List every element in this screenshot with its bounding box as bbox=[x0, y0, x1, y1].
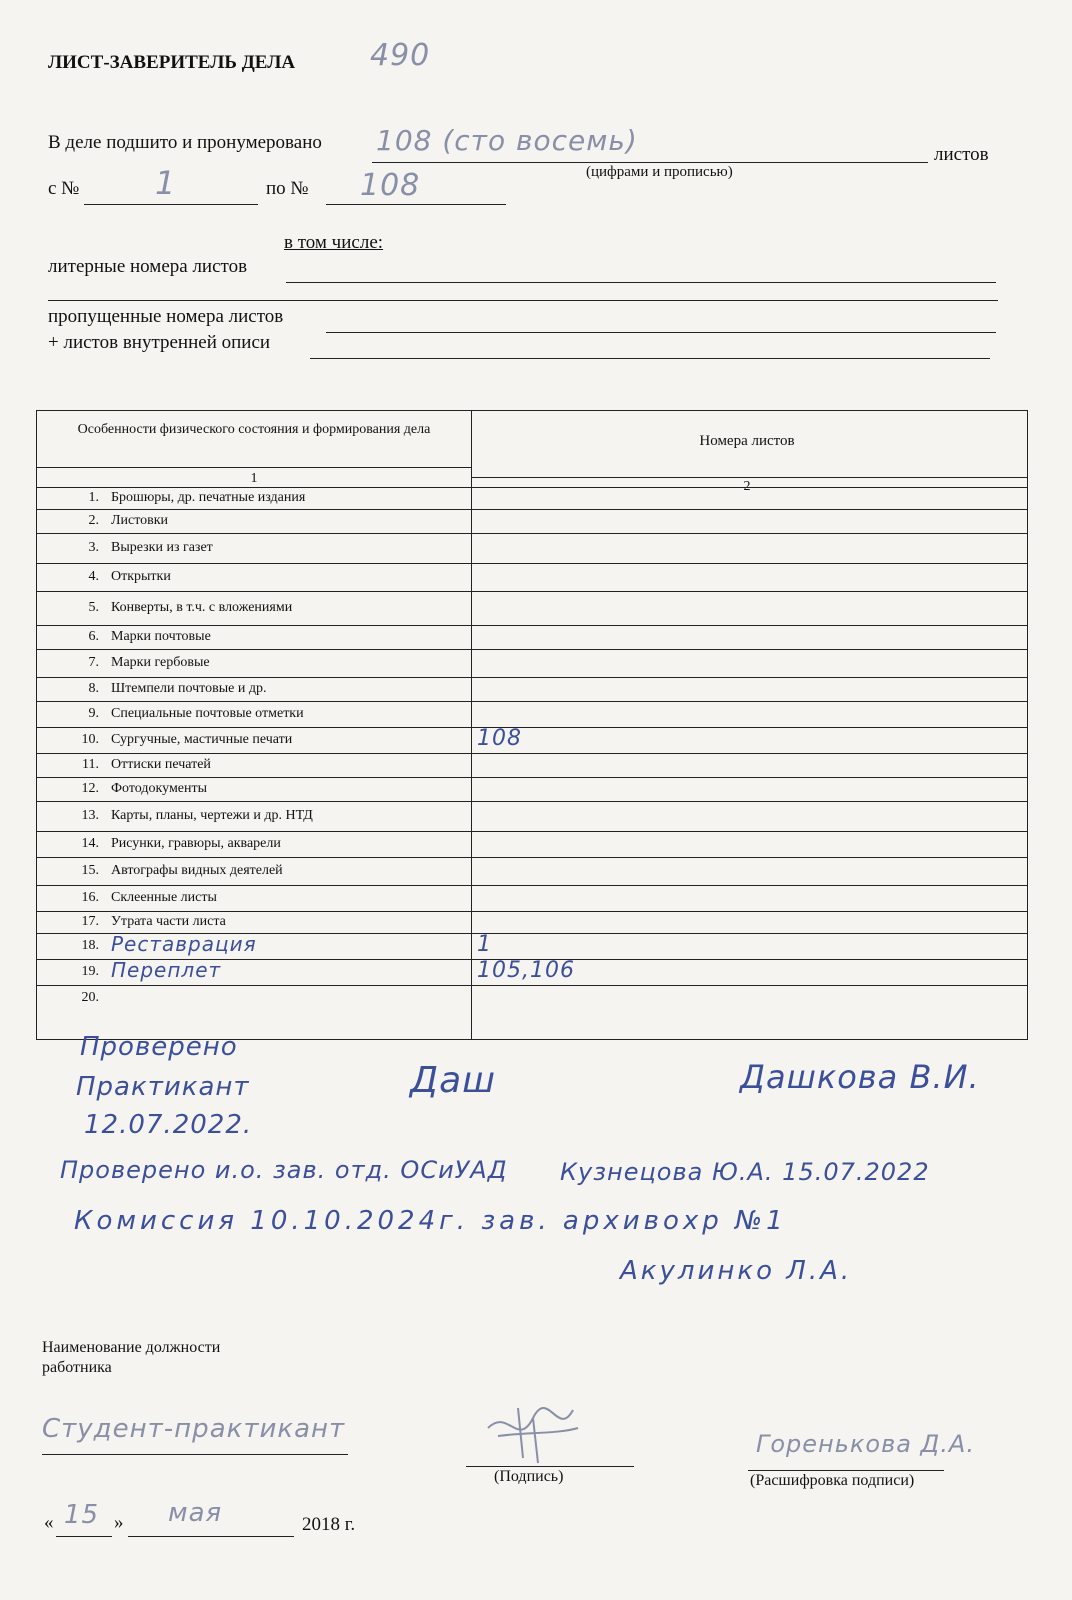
table-row-label: Автографы видных деятелей bbox=[111, 863, 283, 878]
table-row-divider bbox=[37, 701, 1027, 702]
table-row-label: Конверты, в т.ч. с вложениями bbox=[111, 600, 293, 615]
checked-2-text: Проверено и.о. зав. отд. ОСиУАД bbox=[60, 1156, 508, 1184]
table-row-divider bbox=[37, 985, 1027, 986]
position-label: Наименование должности работника bbox=[42, 1339, 221, 1376]
missing-numbers-label: пропущенные номера листов bbox=[48, 306, 284, 327]
table-row-divider bbox=[37, 591, 1027, 592]
table-row-label: Специальные почтовые отметки bbox=[111, 706, 304, 721]
total-written: 108 (сто восемь) bbox=[376, 124, 638, 157]
table-row-number: 14. bbox=[81, 836, 99, 851]
table-row-label: Рисунки, гравюры, акварели bbox=[111, 836, 281, 851]
inner-inventory-label: + листов внутренней описи bbox=[48, 332, 271, 353]
col1-index: 1 bbox=[250, 471, 258, 486]
table-row-number: 1. bbox=[88, 490, 99, 505]
table-row-number: 15. bbox=[81, 863, 99, 878]
table-row-divider bbox=[37, 753, 1027, 754]
table-row-label: Штемпели почтовые и др. bbox=[111, 681, 267, 696]
position-value: Студент-практикант bbox=[42, 1414, 346, 1444]
signature-line bbox=[466, 1466, 634, 1467]
table-row-label: Открытки bbox=[111, 569, 171, 584]
checked-2-name: Кузнецова Ю.А. 15.07.2022 bbox=[560, 1158, 930, 1186]
table-row-number: 2. bbox=[88, 513, 99, 528]
including-label: в том числе: bbox=[284, 232, 384, 253]
decode-label: (Расшифровка подписи) bbox=[750, 1472, 915, 1489]
inner-inventory-line bbox=[310, 358, 990, 359]
table-row-label: Марки гербовые bbox=[111, 655, 210, 670]
table-row-number: 12. bbox=[81, 781, 99, 796]
sheets-word: листов bbox=[934, 144, 989, 165]
col1-header: Особенности физического состояния и формирования дела bbox=[77, 422, 431, 437]
commission-text: Комиссия 10.10.2024г. зав. архивохр №1 bbox=[74, 1206, 787, 1236]
table-row-divider bbox=[37, 677, 1027, 678]
table-row-label: Листовки bbox=[111, 513, 169, 528]
month-line bbox=[128, 1536, 294, 1537]
table-row-label: Склеенные листы bbox=[111, 890, 217, 905]
table-row-label: Оттиски печатей bbox=[111, 757, 211, 772]
case-number: 490 bbox=[370, 38, 431, 73]
decode-value: Горенькова Д.А. bbox=[756, 1430, 975, 1458]
date-quote-close: » bbox=[114, 1512, 124, 1533]
missing-numbers-line bbox=[326, 332, 996, 333]
table-row-number: 5. bbox=[88, 600, 99, 615]
table-row-label: Брошюры, др. печатные издания bbox=[111, 490, 306, 505]
table-row-number: 19. bbox=[81, 964, 99, 979]
table-row-number: 20. bbox=[81, 990, 99, 1005]
table-row-number: 16. bbox=[81, 890, 99, 905]
table-row-number: 7. bbox=[88, 655, 99, 670]
blank-line bbox=[48, 300, 998, 301]
table-row-value: 105,106 bbox=[477, 958, 575, 983]
date-quote-open: « bbox=[44, 1512, 54, 1533]
table-row-divider bbox=[37, 831, 1027, 832]
date-day: 15 bbox=[64, 1500, 100, 1530]
table-row-number: 9. bbox=[88, 706, 99, 721]
table-row-divider bbox=[37, 533, 1027, 534]
table-row-number: 3. bbox=[88, 540, 99, 555]
col2-index: 2 bbox=[743, 479, 751, 494]
to-value: 108 bbox=[360, 168, 421, 203]
table-row-number: 11. bbox=[82, 757, 99, 772]
table-row-label: Марки почтовые bbox=[111, 629, 211, 644]
decode-line bbox=[748, 1470, 944, 1471]
commission-name: Акулинко Л.А. bbox=[620, 1256, 853, 1286]
table-row-label: Сургучные, мастичные печати bbox=[111, 732, 293, 747]
table-row-label: Карты, планы, чертежи и др. НТД bbox=[111, 808, 313, 823]
table-row-number: 4. bbox=[88, 569, 99, 584]
table-row-divider bbox=[37, 777, 1027, 778]
page-title: ЛИСТ-ЗАВЕРИТЕЛЬ ДЕЛА bbox=[48, 52, 296, 73]
table-row-number: 10. bbox=[81, 732, 99, 747]
table-row-label: Утрата части листа bbox=[111, 914, 226, 929]
table-row-label: Фотодокументы bbox=[111, 781, 208, 796]
letter-numbers-label: литерные номера листов bbox=[48, 256, 248, 277]
table-row-divider bbox=[37, 727, 1027, 728]
day-line bbox=[56, 1536, 112, 1537]
total-underline bbox=[372, 162, 928, 163]
table-row-number: 17. bbox=[81, 914, 99, 929]
checked-1-date: 12.07.2022. bbox=[84, 1110, 253, 1140]
letter-numbers-line bbox=[286, 282, 996, 283]
table-row-divider bbox=[37, 857, 1027, 858]
signature-label: (Подпись) bbox=[494, 1468, 564, 1485]
sewn-numbered-label: В деле подшито и пронумеровано bbox=[48, 132, 322, 153]
table-row-number: 8. bbox=[88, 681, 99, 696]
table-row-number: 18. bbox=[81, 938, 99, 953]
table-row-value: 108 bbox=[477, 726, 522, 751]
date-year: 2018 г. bbox=[302, 1514, 356, 1535]
table-row-divider bbox=[37, 563, 1027, 564]
to-underline bbox=[326, 204, 506, 205]
table-row-divider bbox=[37, 801, 1027, 802]
from-label: с № bbox=[48, 178, 80, 199]
table-row-label: Реставрация bbox=[111, 932, 257, 956]
from-value: 1 bbox=[155, 164, 177, 202]
checked-1-signature: Даш bbox=[410, 1060, 497, 1101]
numbers-hint: (цифрами и прописью) bbox=[586, 164, 733, 180]
column-divider bbox=[471, 411, 472, 1039]
table-row-divider bbox=[37, 509, 1027, 510]
checked-1-name: Дашкова В.И. bbox=[740, 1058, 980, 1096]
table-row-value: 1 bbox=[477, 932, 492, 957]
checked-1-role: Практикант bbox=[76, 1072, 250, 1102]
to-label: по № bbox=[266, 178, 309, 199]
table-row-label: Вырезки из газет bbox=[111, 540, 213, 555]
date-month: мая bbox=[168, 1498, 223, 1528]
worker-signature-mark bbox=[478, 1388, 588, 1468]
physical-state-table bbox=[36, 410, 1028, 1040]
table-row-divider bbox=[37, 911, 1027, 912]
table-row-divider bbox=[37, 885, 1027, 886]
col2-header: Номера листов bbox=[699, 433, 795, 449]
table-row-divider bbox=[37, 649, 1027, 650]
position-line bbox=[42, 1454, 348, 1455]
from-underline bbox=[84, 204, 258, 205]
table-row-number: 6. bbox=[88, 629, 99, 644]
table-row-divider bbox=[37, 625, 1027, 626]
table-row-number: 13. bbox=[81, 808, 99, 823]
table-row-label: Переплет bbox=[111, 958, 222, 982]
checked-1-word: Проверено bbox=[80, 1032, 238, 1062]
